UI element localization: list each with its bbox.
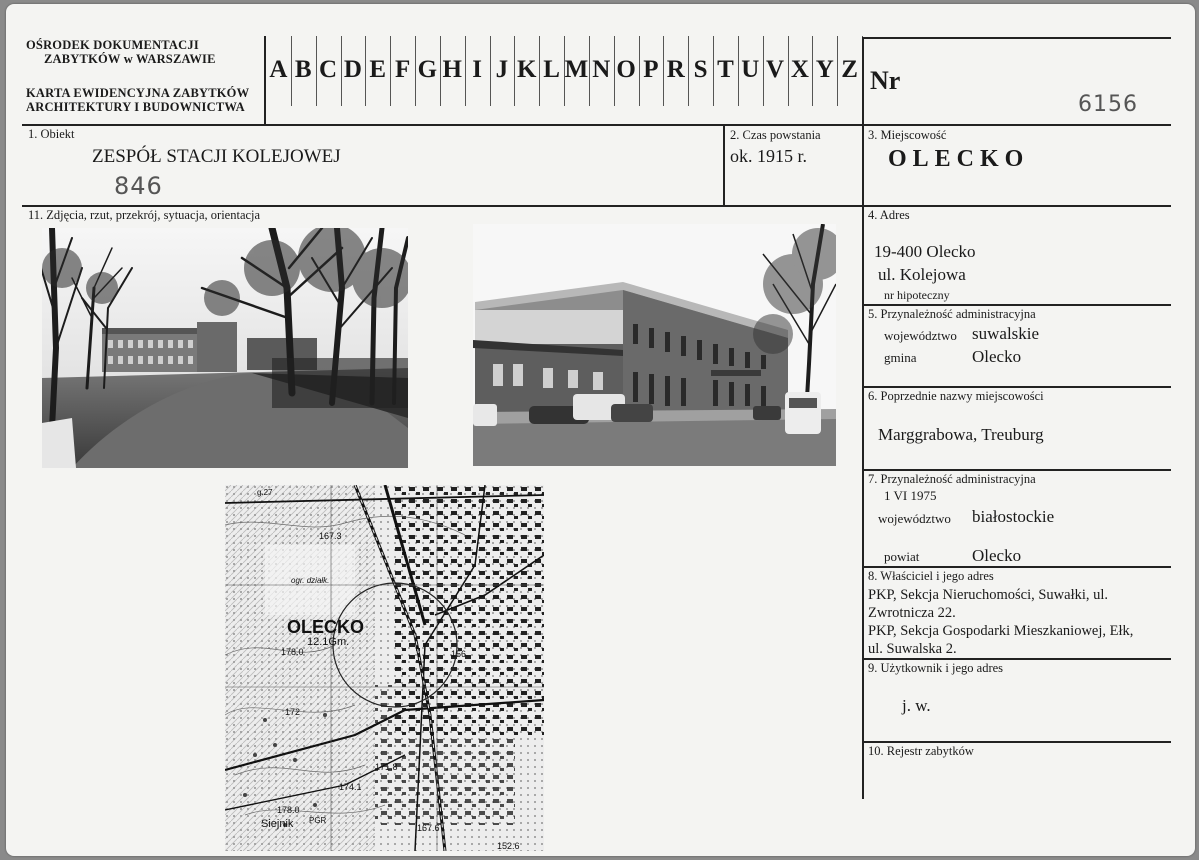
map-graphic [225,485,544,851]
map-allotment-label: ogr. działk. [291,576,330,585]
wlasciciel-label: 8. Właściciel i jego adres [868,569,994,583]
gmina-value: Olecko [972,347,1022,366]
alphabet-letter-x: X [790,56,809,83]
alphabet-letter-p: P [643,56,659,83]
alphabet-letter-e: E [369,56,387,83]
map-elevation-9: 156 [451,649,467,659]
obiekt-value: ZESPÓŁ STACJI KOLEJOWEJ [92,146,341,167]
map-elevation-6: 178.0 [277,805,300,815]
alphabet-letter-f: F [394,56,411,83]
nr-value-handwritten: 6156 [1078,92,1138,117]
alphabet-letter-g: G [417,56,438,83]
alphabet-letter-n: N [592,56,611,83]
card-type [26,86,249,114]
photo-street-view [42,228,408,468]
alphabet-letter-i: I [472,56,482,83]
street-photo-graphic [42,228,408,468]
map-elevation-5: 174.1 [339,782,362,792]
alphabet-letter-d: D [343,56,362,83]
map-town-label: OLECKO [287,617,365,637]
przynaleznosc7-date: 1 VI 1975 [884,488,937,503]
wlasciciel-line4: ul. Suwalska 2. [868,641,957,657]
przynaleznosc7-label: 7. Przynależność administracyjna [868,472,1036,486]
map-elevation-2: 178.0 [281,647,304,657]
wojewodztwo5-label: województwo [884,328,957,343]
rejestr-label: 10. Rejestr zabytków [868,744,974,758]
adres-label: 4. Adres [868,208,910,222]
adres-line2: ul. Kolejowa [878,265,966,284]
map-elevation-8: 152.6 [497,841,520,851]
wlasciciel-line2: Zwrotnicza 22. [868,605,956,621]
map-elevation-7: 167.6 [417,823,440,833]
alphabet-letter-h: H [442,56,462,83]
alphabet-letter-s: S [693,56,708,83]
czas-value: ok. 1915 r. [730,146,808,166]
uzytkownik-label: 9. Użytkownik i jego adres [868,661,1004,675]
map-elevation-1: 167.3 [319,531,342,541]
photo-station-building [473,224,836,466]
alphabet-letter-l: L [543,56,560,83]
powiat-label: powiat [884,549,920,564]
wlasciciel-line3: PKP, Sekcja Gospodarki Mieszkaniowej, Ełk, [868,623,1134,639]
nr-label: Nr [870,66,901,95]
uzytkownik-value: j. w. [902,696,931,715]
obiekt-handwritten-number: 846 [114,172,163,200]
alphabet-letter-m: M [564,56,589,83]
zdjecia-label: 11. Zdjęcia, rzut, przekrój, sytuacja, orientacja [28,208,261,222]
card-type-line2: ARCHITEKTURY I BUDOWNICTWA [26,100,245,114]
przynaleznosc5-label: 5. Przynależność administracyjna [868,307,1036,321]
alphabet-letter-r: R [666,56,685,83]
alphabet-letter-b: B [294,56,312,83]
institution-line2: ZABYTKÓW w WARSZAWIE [44,52,216,66]
miejscowosc-label: 3. Miejscowość [868,128,947,142]
miejscowosc-value: OLECKO [888,146,1030,172]
poprzednie-value: Marggrabowa, Treuburg [878,425,1044,444]
czas-label: 2. Czas powstania [730,128,821,142]
wojewodztwo5-value: suwalskie [972,324,1040,343]
map-elevation-4: 171.8 [375,762,398,772]
institution-line1: OŚRODEK DOKUMENTACJI [26,38,199,52]
obiekt-label: 1. Obiekt [28,127,75,141]
card-type-line1: KARTA EWIDENCYJNA ZABYTKÓW [26,86,250,100]
poprzednie-label: 6. Poprzednie nazwy miejscowości [868,389,1044,403]
alphabet-letter-v: V [766,56,785,83]
alphabet-letter-t: T [717,56,734,83]
topographic-map [225,485,544,851]
alphabet-letter-a: A [269,56,288,83]
alphabet-letter-u: U [741,56,760,83]
wojewodztwo7-value: białostockie [972,507,1055,526]
alphabet-letter-c: C [319,56,338,83]
alphabet-letter-y: Y [815,56,834,83]
station-photo-graphic [473,224,836,466]
powiat-value: Olecko [972,546,1022,565]
map-pgr-label: PGR [309,816,327,825]
alphabet-letter-o: O [616,56,636,83]
alphabet-letter-j: J [495,56,509,83]
gmina-label: gmina [884,350,917,365]
wlasciciel-line1: PKP, Sekcja Nieruchomości, Suwałki, ul. [868,587,1109,603]
map-height-label: 12.1Gm. [307,636,350,648]
adres-line1: 19-400 Olecko [874,242,976,261]
wojewodztwo7-label: województwo [878,511,951,526]
map-road-label: g.27 [257,488,273,497]
wlasciciel-address [868,586,1133,658]
adres-line3: nr hipoteczny [884,288,950,302]
map-elevation-3: 172 [285,707,301,717]
alphabet-letter-z: Z [841,56,858,83]
institution-name [26,38,216,66]
alphabet-letter-k: K [517,56,537,83]
map-place-label: Siejnik [261,818,294,830]
